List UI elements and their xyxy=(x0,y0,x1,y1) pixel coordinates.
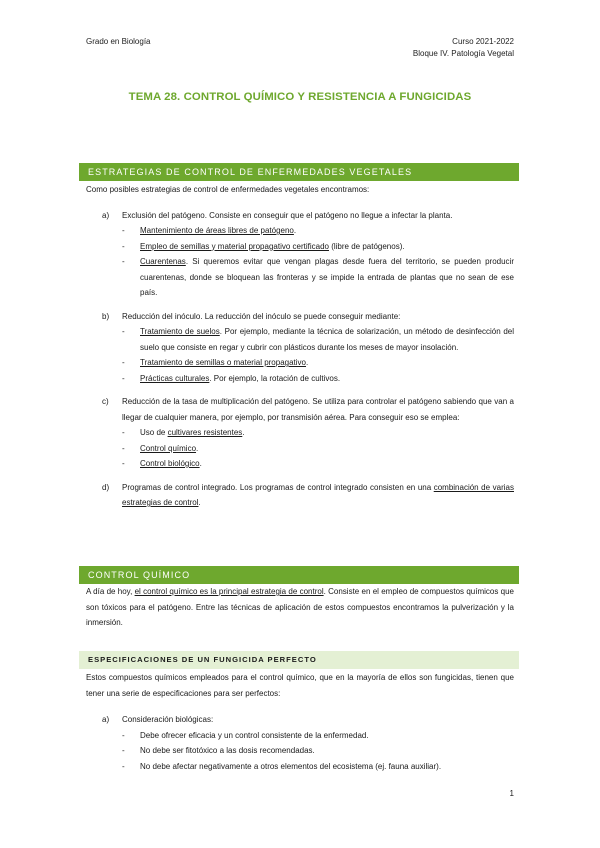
sub-item-underlined: Mantenimiento de áreas libres de patógeno xyxy=(140,226,294,235)
sub-item xyxy=(86,441,514,457)
dash-icon: - xyxy=(122,257,125,266)
item-text: Exclusión del patógeno. Consiste en conseguir que el patógeno no llegue a infectar la planta. xyxy=(122,210,453,220)
sub-item-underlined: Control químico xyxy=(140,443,197,453)
dash-icon: - xyxy=(122,428,125,437)
item-text: Reducción del inóculo. La reducción del inóculo se puede conseguir mediante: xyxy=(122,311,401,321)
sub-item xyxy=(86,254,514,301)
sub-item-underlined: cultivares resistentes xyxy=(167,428,243,437)
sub-item xyxy=(86,759,514,775)
page-number: 1 xyxy=(509,789,514,798)
item-text: Reducción de la tasa de multiplicación del patógeno. Se utiliza para controlar el patógeno sabiendo que van a llegar de cualquier manera, por ejemplo, por transmisión aérea. Para conseguir eso se emplea: xyxy=(122,397,514,422)
specs-intro: Estos compuestos químicos empleados para el control químico, que en la mayoría de ellos son fungicidas, tienen que tener una serie de especificaciones para ser perfectos: xyxy=(86,673,514,698)
sub-item-text: No debe ser fitotóxico a las dosis recomendadas. xyxy=(140,746,315,755)
strategy-item-a xyxy=(86,208,514,224)
dash-icon: - xyxy=(122,746,125,755)
sub-item xyxy=(86,425,514,441)
section-heading-fungicide-specs: ESPECIFICACIONES DE UN FUNGICIDA PERFECTO xyxy=(79,651,519,669)
item-label: d) xyxy=(102,482,110,492)
sub-item-text: . xyxy=(293,226,297,235)
strategy-item-c xyxy=(86,394,514,425)
sub-item-text: Debe ofrecer eficacia y un control consistente de la enfermedad. xyxy=(140,730,369,740)
dash-icon: - xyxy=(122,226,125,235)
dash-icon: - xyxy=(122,373,125,383)
para-underlined: el control químico es la principal estrategia de control xyxy=(134,587,324,596)
sub-item-prefix: Uso de xyxy=(140,428,168,437)
item-label: b) xyxy=(102,311,110,321)
item-label: c) xyxy=(102,397,109,406)
sub-item-text: . Por ejemplo, mediante la técnica de solarización, un método de desinfección del suelo que consiste en regar y cubrir con plásticos durante los meses de mayor insolación. xyxy=(140,327,515,352)
sub-item xyxy=(86,743,514,759)
sub-item-text: . Si queremos evitar que vengan plagas desde fuera del territorio, se pueden producir cuarentenas, donde se bloquean las fronteras y se impide la entrada de plantas que no sean de ese país. xyxy=(140,257,514,297)
sub-item xyxy=(86,728,514,744)
dash-icon: - xyxy=(122,241,125,251)
item-text: Programas de control integrado. Los programas de control integrado consisten en una xyxy=(122,482,434,492)
section-strategies-body xyxy=(86,182,514,511)
header-year: Curso 2021-2022 xyxy=(452,37,514,46)
sub-item xyxy=(86,371,514,387)
strategy-item-b xyxy=(86,309,514,325)
item-label: a) xyxy=(102,715,110,724)
header-block: Bloque IV. Patología Vegetal xyxy=(412,49,514,58)
sub-item-underlined: Empleo de semillas y material propagativo certificado xyxy=(140,241,329,251)
sub-item-text: No debe afectar negativamente a otros elementos del ecosistema (ej. fauna auxiliar). xyxy=(140,761,442,771)
item-text: Consideración biológicas: xyxy=(122,715,214,724)
item-text-end: . xyxy=(198,498,201,507)
item-label: a) xyxy=(102,210,110,220)
sub-item-text: . xyxy=(242,428,245,437)
spec-item-a xyxy=(86,712,514,728)
sub-item-underlined: Tratamiento de semillas o material propagativo xyxy=(140,358,307,367)
header-right xyxy=(413,36,514,60)
sub-item-underlined: Tratamiento de suelos xyxy=(140,327,220,336)
dash-icon: - xyxy=(122,358,125,367)
sub-item-text: . xyxy=(306,358,309,367)
sub-item xyxy=(86,223,514,239)
dash-icon: - xyxy=(122,327,125,336)
dash-icon: - xyxy=(122,443,125,453)
section-chemical-body xyxy=(86,584,514,631)
chemical-control-paragraph xyxy=(86,584,514,631)
section-specs-body xyxy=(86,670,514,774)
sub-item-text: . xyxy=(199,459,202,468)
sub-item xyxy=(86,456,514,472)
sub-item-text: . Por ejemplo, la rotación de cultivos. xyxy=(209,373,341,383)
sub-item xyxy=(86,355,514,371)
para-prefix: A día de hoy, xyxy=(86,587,135,596)
sub-item-text: (libre de patógenos). xyxy=(328,241,405,251)
sub-item-underlined: Prácticas culturales xyxy=(140,373,210,383)
para-text: . Consiste en el empleo de compuestos químicos que son tóxicos para el patógeno. Entre las técnicas de aplicación de estos compuestos encontramos la pulverización y la inmersión. xyxy=(86,587,514,627)
strategies-intro: Como posibles estrategias de control de enfermedades vegetales encontramos: xyxy=(86,185,370,194)
sub-item xyxy=(86,239,514,255)
dash-icon: - xyxy=(122,459,125,468)
dash-icon: - xyxy=(122,730,125,740)
header-course: Grado en Biología xyxy=(86,37,151,46)
section-heading-chemical-control: CONTROL QUÍMICO xyxy=(79,566,519,584)
page-title: TEMA 28. CONTROL QUÍMICO Y RESISTENCIA A FUNGICIDAS xyxy=(128,91,472,103)
item-underlined: combinación de varias estrategias de control xyxy=(122,482,514,507)
section-heading-strategies: ESTRATEGIAS DE CONTROL DE ENFERMEDADES VEGETALES xyxy=(79,163,519,181)
sub-item xyxy=(86,324,514,355)
strategy-item-d xyxy=(86,480,514,511)
sub-item-text: . xyxy=(196,443,199,453)
dash-icon: - xyxy=(122,761,125,771)
sub-item-underlined: Cuarentenas xyxy=(140,257,186,266)
sub-item-underlined: Control biológico xyxy=(140,459,200,468)
